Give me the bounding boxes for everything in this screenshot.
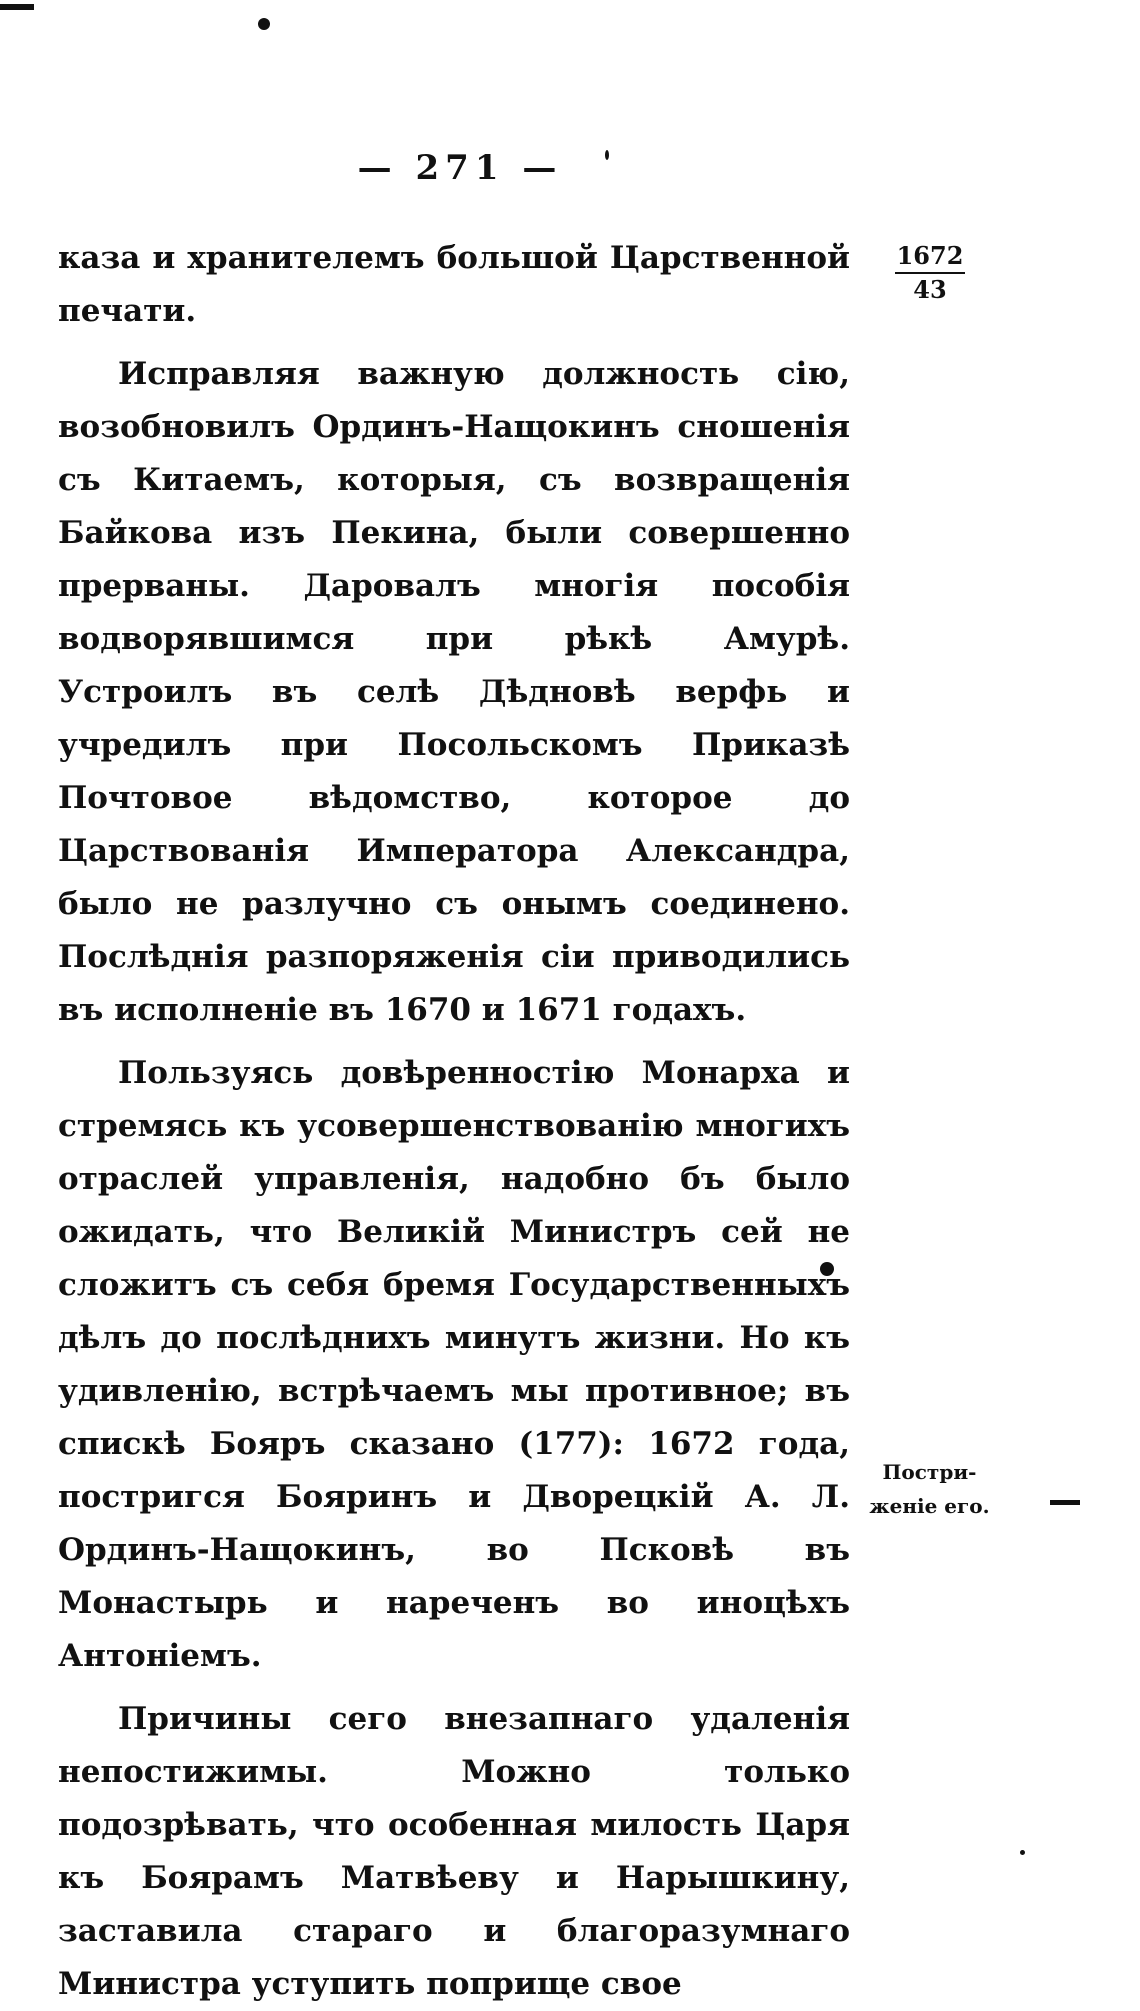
ink-mark [0,4,34,10]
margin-note [862,1455,997,1523]
ink-mark [1050,1500,1080,1505]
margin-year-top: 1672 [895,240,965,274]
paragraph: Причины сего внезапнаго удаленія непостижимы. Можно только подозрѣвать, что особенная милость Царя къ Боярамъ Матвѣеву и Нарышкину, заставила стараго и благоразумнаго Министра уступить поприще свое [58,1701,850,2002]
paragraph: Пользуясь довѣренностію Монарха и стремясь къ усовершенствованію многихъ отраслей управленія, надобно бъ было ожидать, что Великій Министръ сей не сложитъ съ себя бремя Государственныхъ дѣлъ до послѣднихъ минутъ жизни. Но къ удивленію, встрѣчаемъ мы противное; въ спискѣ Бояръ сказано (177): 1672 года, постригся Бояринъ и Дворецкій А. Л. Ординъ-Нащокинъ, во Псковѣ въ Монастырь и нареченъ во иноцѣхъ Антоніемъ. [58,1055,850,1674]
ink-speck [1020,1850,1025,1855]
paragraph: каза и хранителемъ большой Царственной печати. [58,240,850,329]
page-number: — 271 — [357,148,563,188]
margin-year-bottom: 43 [913,275,947,304]
margin-note-line1: Постри- [882,1460,977,1484]
paragraph: Исправляя важную должность сію, возобновилъ Ординъ-Нащокинъ сношенія съ Китаемъ, которыя, съ возвращенія Байкова изъ Пекина, были совершенно прерваны. Даровалъ многія пособія водворявшимся при рѣкѣ Амурѣ. Устроилъ въ селѣ Дѣдновѣ верфь и учредилъ при Посольскомъ Приказѣ Почтовое вѣдомство, которое до Царствованія Императора Александра, было не разлучно съ онымъ соединено. Послѣднія разпоряженія сіи приводились въ исполненіе въ 1670 и 1671 годахъ. [58,356,850,1028]
ink-speck [258,18,270,30]
margin-year [895,240,965,306]
margin-note-line2: женіе его. [869,1494,990,1518]
body-text [58,232,850,2011]
